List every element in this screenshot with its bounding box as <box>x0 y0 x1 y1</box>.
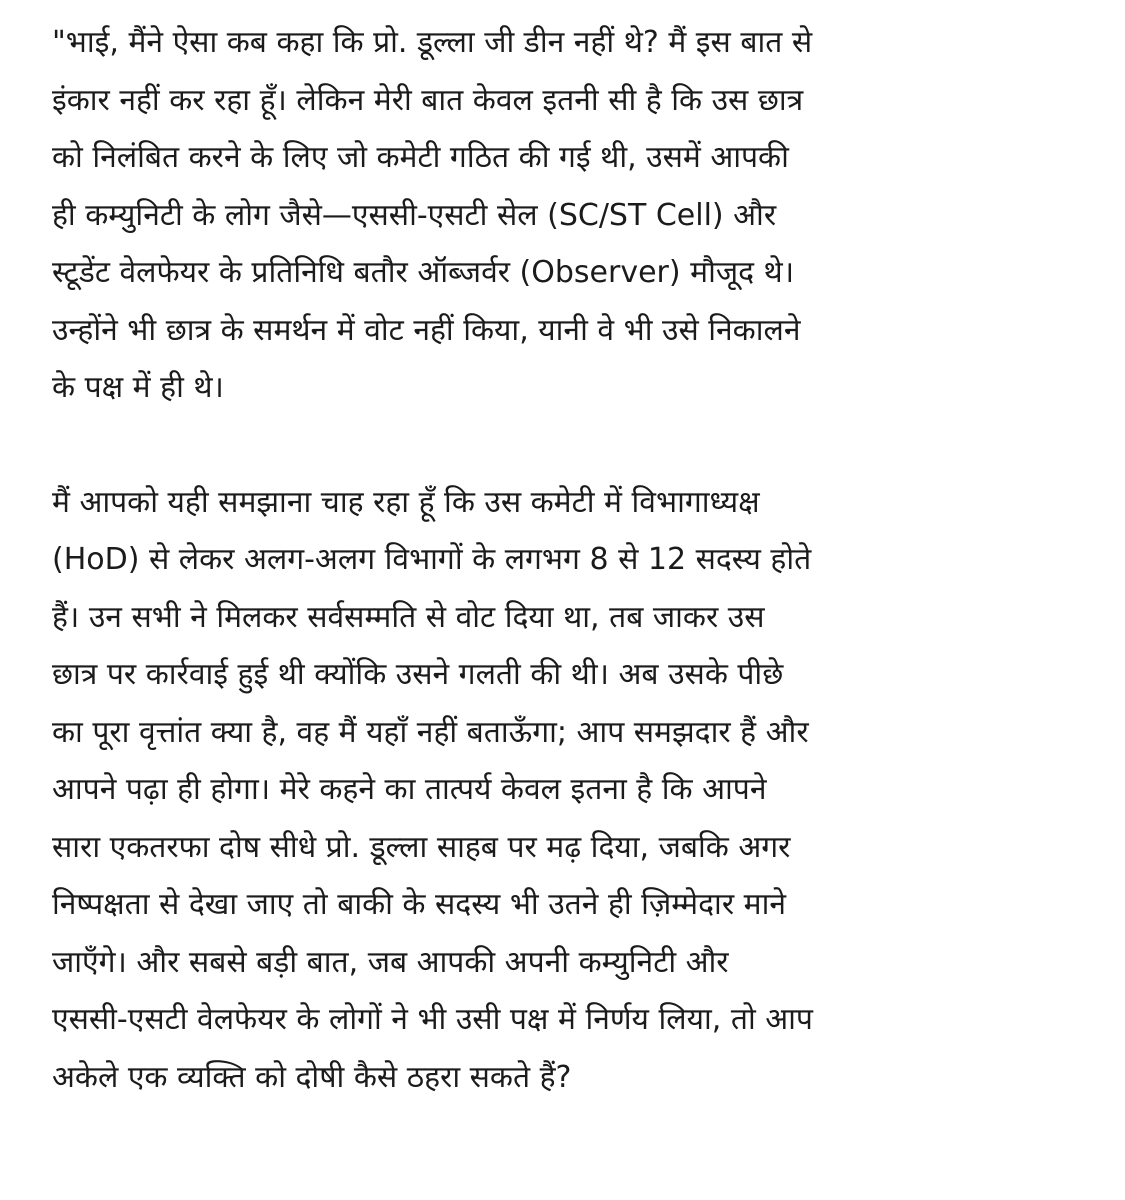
text-line: इंकार नहीं कर रहा हूँ। लेकिन मेरी बात केवल इतनी सी है कि उस छात्र <box>52 82 804 118</box>
text-line: सारा एकतरफा दोष सीधे प्रो. डूल्ला साहब पर मढ़ दिया, जबकि अगर <box>52 829 791 865</box>
text-line: का पूरा वृत्तांत क्या है, वह मैं यहाँ नहीं बताऊँगा; आप समझदार हैं और <box>52 714 809 750</box>
paragraph-2 <box>52 474 1101 1107</box>
text-line: उन्होंने भी छात्र के समर्थन में वोट नहीं किया, यानी वे भी उसे निकालने <box>52 312 801 348</box>
text-line: निष्पक्षता से देखा जाए तो बाकी के सदस्य भी उतने ही ज़िम्मेदार माने <box>52 887 786 922</box>
text-line: जाएँगे। और सबसे बड़ी बात, जब आपकी अपनी कम्युनिटी और <box>52 944 729 980</box>
text-line: अकेले एक व्यक्ति को दोषी कैसे ठहरा सकते हैं? <box>52 1059 572 1095</box>
text-line: हैं। उन सभी ने मिलकर सर्वसम्मति से वोट दिया था, तब जाकर उस <box>52 599 765 635</box>
text-line: स्टूडेंट वेलफेयर के प्रतिनिधि बतौर ऑब्जर्वर (Observer) मौजूद थे। <box>52 255 795 290</box>
text-line: "भाई, मैंने ऐसा कब कहा कि प्रो. डूल्ला जी डीन नहीं थे? मैं इस बात से <box>52 25 813 60</box>
text-line: ही कम्युनिटी के लोग जैसे—एससी-एसटी सेल (SC/ST Cell) और <box>52 197 777 233</box>
paragraph-1 <box>52 14 1101 417</box>
text-line: के पक्ष में ही थे। <box>52 370 224 405</box>
text-line: छात्र पर कार्रवाई हुई थी क्योंकि उसने गलती की थी। अब उसके पीछे <box>52 657 784 692</box>
text-line: एससी-एसटी वेलफेयर के लोगों ने भी उसी पक्ष में निर्णय लिया, तो आप <box>52 1002 813 1037</box>
text-line: मैं आपको यही समझाना चाह रहा हूँ कि उस कमेटी में विभागाध्यक्ष <box>52 484 760 520</box>
text-line: (HoD) से लेकर अलग-अलग विभागों के लगभग 8 से 12 सदस्य होते <box>52 542 812 577</box>
text-line: आपने पढ़ा ही होगा। मेरे कहने का तात्पर्य केवल इतना है कि आपने <box>52 772 767 807</box>
text-line: को निलंबित करने के लिए जो कमेटी गठित की गई थी, उसमें आपकी <box>52 140 789 175</box>
